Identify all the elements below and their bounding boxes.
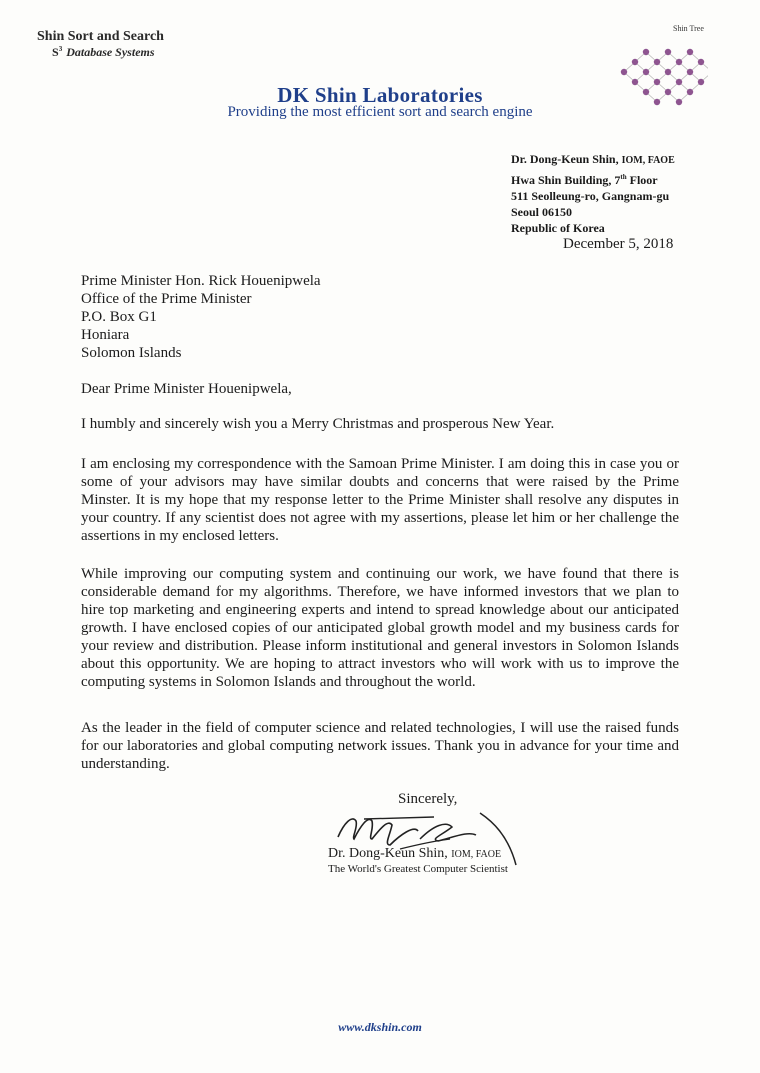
- tree-node: [665, 49, 671, 55]
- tree-node: [676, 99, 682, 105]
- brand-name: Shin Sort and Search: [37, 29, 164, 44]
- recipient-address: [81, 272, 321, 362]
- database-systems-text: Database Systems: [66, 45, 155, 59]
- tree-node: [676, 79, 682, 85]
- tree-node: [676, 59, 682, 65]
- signatory-title: The World's Greatest Computer Scientist: [328, 863, 508, 875]
- lab-title: DK Shin Laboratories: [277, 83, 483, 107]
- signatory-name: Dr. Dong-Keun Shin, IOM, FAOE: [328, 846, 502, 861]
- letter-date: December 5, 2018: [563, 236, 674, 252]
- sender-building: Hwa Shin Building, 7th Floor: [511, 173, 658, 187]
- body-paragraph: As the leader in the field of computer science and related technologies, I will use the raised funds for our laboratories and global computing network issues. Thank you in advance for your time and understanding.: [81, 720, 679, 772]
- recipient-line: Solomon Islands: [81, 345, 182, 361]
- tree-node: [654, 79, 660, 85]
- s3-mark: $S^3$: [52, 45, 63, 59]
- brand-subtitle: [52, 45, 155, 60]
- sender-name-line: Dr. Dong-Keun Shin, IOM, FAOE: [511, 152, 675, 166]
- salutation: Dear Prime Minister Houenipwela,: [81, 381, 292, 397]
- tree-node: [621, 69, 627, 75]
- tree-node: [687, 49, 693, 55]
- sender-street: 511 Seolleung-ro, Gangnam-gu: [511, 189, 670, 203]
- tree-node: [665, 89, 671, 95]
- recipient-line: Office of the Prime Minister: [81, 291, 252, 307]
- tree-node: [687, 89, 693, 95]
- tree-node: [654, 99, 660, 105]
- tree-node: [643, 49, 649, 55]
- tree-node: [632, 79, 638, 85]
- tree-node: [643, 69, 649, 75]
- valediction: Sincerely,: [398, 791, 458, 807]
- tree-node: [698, 59, 704, 65]
- recipient-line: P.O. Box G1: [81, 309, 157, 325]
- logo-label: Shin Tree: [673, 24, 704, 33]
- website-link[interactable]: www.dkshin.com: [338, 1020, 422, 1034]
- recipient-line: Prime Minister Hon. Rick Houenipwela: [81, 273, 321, 289]
- tree-node: [654, 59, 660, 65]
- recipient-line: Honiara: [81, 327, 130, 343]
- body-paragraph: While improving our computing system and continuing our work, we have found that there is considerable demand for my algorithms. Therefore, we have informed investors that we plan to hire top marketing and engineering experts and intend to spread knowledge about our anticipated growth. I have enclosed copies of our anticipated global growth model and my business cards for your review and distribution. Please inform institutional and general investors in Solomon Islands about this opportunity. We are hoping to attract investors who will work with us to improve the computing systems in Solomon Islands and throughout the world.: [81, 566, 679, 690]
- tree-node: [643, 89, 649, 95]
- sender-country: Republic of Korea: [511, 221, 605, 235]
- tree-node: [665, 69, 671, 75]
- body-paragraph: I humbly and sincerely wish you a Merry Christmas and prosperous New Year.: [81, 416, 555, 432]
- sender-city: Seoul 06150: [511, 205, 573, 219]
- tree-node: [632, 59, 638, 65]
- body-paragraph: I am enclosing my correspondence with the Samoan Prime Minister. I am doing this in case you or some of your advisors may have similar doubts and concerns that were raised by the Prime Minster. It is my hope that my response letter to the Prime Minister shall resolve any disputes in your country. If any scientist does not agree with my assertions, please let him or her challenge the assertions in my enclosed letters.: [81, 456, 679, 544]
- lab-tagline: Providing the most efficient sort and search engine: [227, 104, 533, 120]
- tree-diagram-icon: [612, 22, 708, 122]
- tree-node: [687, 69, 693, 75]
- sender-address: [511, 151, 675, 236]
- tree-node: [698, 79, 704, 85]
